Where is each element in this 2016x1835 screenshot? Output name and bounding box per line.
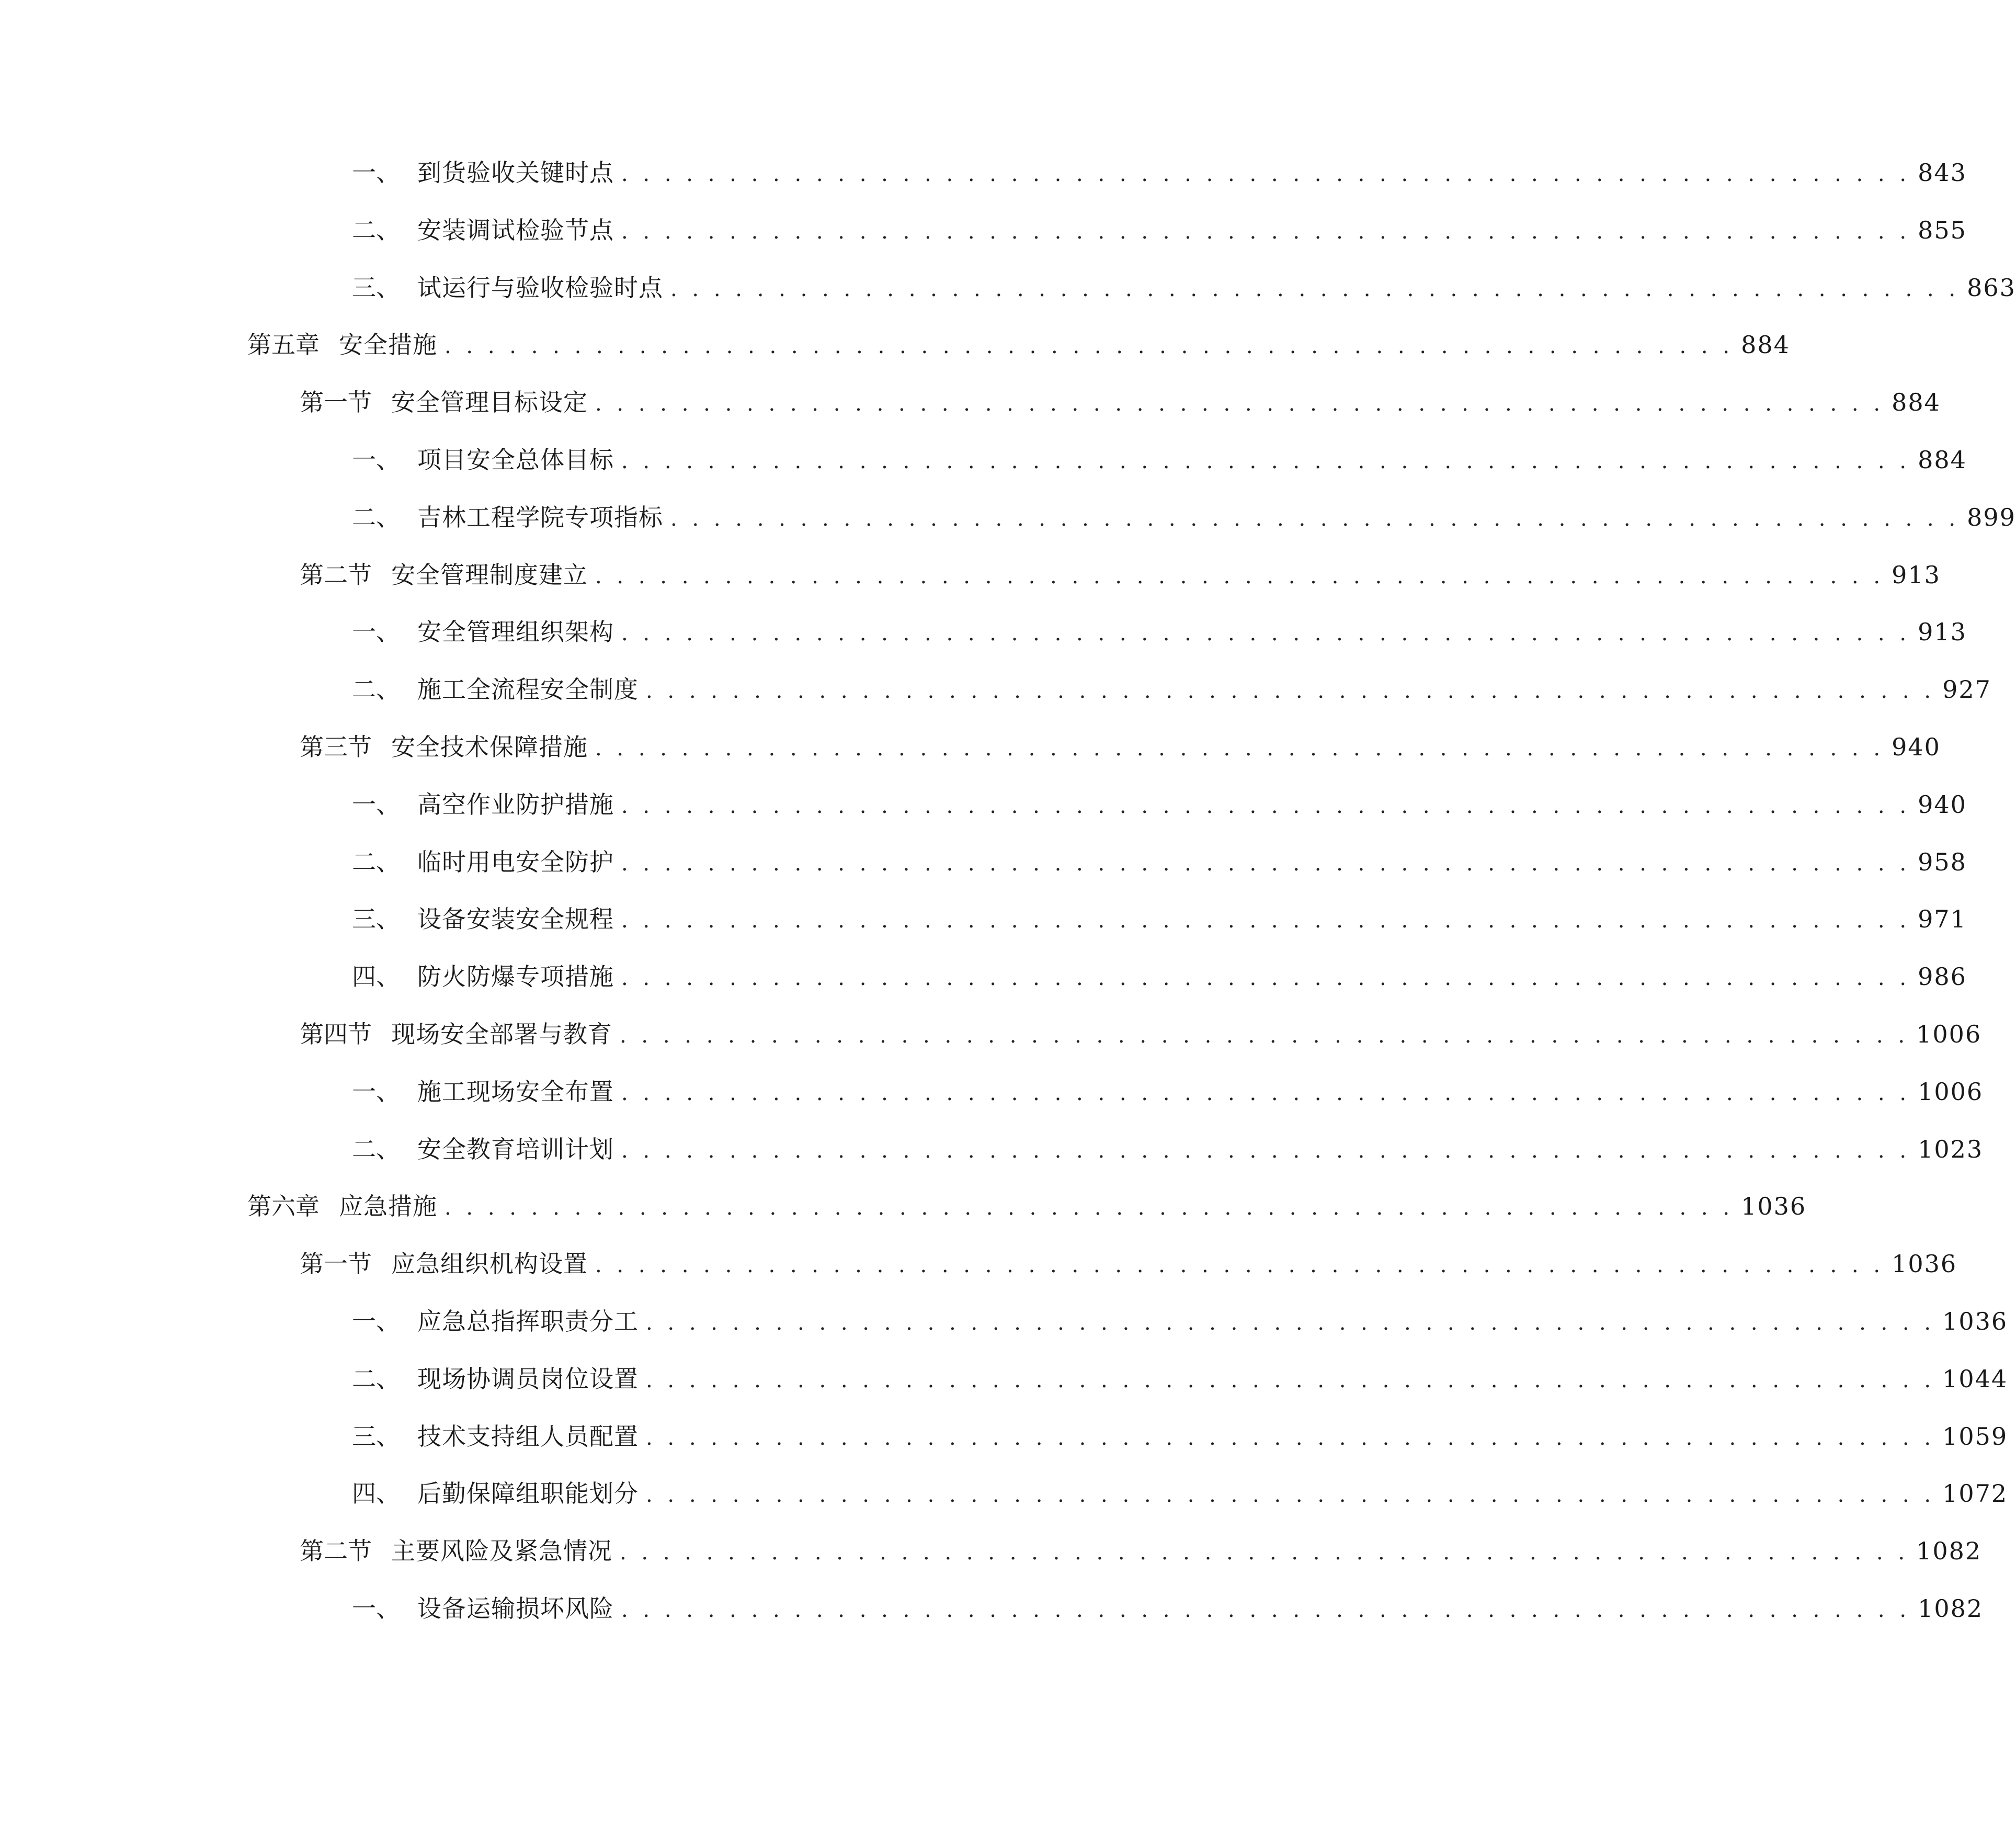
toc-dot-leader: . . . . . . . . . . . . . . . . . . . . . . . . . . . . . . . . . . . . . . . . . . . . . . . . . . . . . . . . . . . . — [621, 162, 1911, 186]
toc-entry-title: 防火防爆专项措施 — [417, 962, 614, 991]
toc-entry-number: 一、 — [352, 790, 400, 819]
toc-entry-number: 一、 — [352, 1307, 400, 1335]
toc-entry-title: 应急组织机构设置 — [391, 1250, 588, 1278]
toc-entry-page-number: 1036 — [1892, 1250, 1957, 1278]
toc-entry-title: 到货验收关键时点 — [417, 158, 614, 187]
toc-dot-leader: . . . . . . . . . . . . . . . . . . . . . . . . . . . . . . . . . . . . . . . . . . . . . . . . . . . . . . . . . . . . — [620, 1024, 1909, 1048]
toc-dot-leader: . . . . . . . . . . . . . . . . . . . . . . . . . . . . . . . . . . . . . . . . . . . . . . . . . . . . . . . . . . . . — [621, 1081, 1911, 1105]
toc-entry-page-number: 1072 — [1942, 1479, 2008, 1508]
toc-entry-number: 一、 — [352, 446, 400, 474]
toc-dot-leader: . . . . . . . . . . . . . . . . . . . . . . . . . . . . . . . . . . . . . . . . . . . . . . . . . . . . . . . . . . . . — [595, 1253, 1885, 1278]
toc-dot-leader: . . . . . . . . . . . . . . . . . . . . . . . . . . . . . . . . . . . . . . . . . . . . . . . . . . . . . . . . . . . . — [620, 1541, 1909, 1565]
toc-entry-title: 主要风险及紧急情况 — [391, 1537, 612, 1566]
toc-dot-leader: . . . . . . . . . . . . . . . . . . . . . . . . . . . . . . . . . . . . . . . . . . . . . . . . . . . . . . . . . . . . — [621, 909, 1911, 933]
toc-entry[interactable] — [352, 1128, 1984, 1170]
toc-dot-leader: . . . . . . . . . . . . . . . . . . . . . . . . . . . . . . . . . . . . . . . . . . . . . . . . . . . . . . . . . . . . — [646, 1311, 1935, 1335]
toc-entry-title: 安装调试检验节点 — [417, 216, 614, 244]
toc-entry-page-number: 1036 — [1741, 1192, 1807, 1221]
toc-entry[interactable] — [352, 784, 1967, 825]
toc-entry-title: 临时用电安全防护 — [417, 847, 614, 876]
toc-dot-leader: . . . . . . . . . . . . . . . . . . . . . . . . . . . . . . . . . . . . . . . . . . . . . . . . . . . . . . . . . . . . — [670, 506, 1960, 531]
toc-entry[interactable] — [352, 1071, 1984, 1113]
toc-entry-title: 试运行与验收检验时点 — [417, 273, 663, 302]
toc-entry-number: 一、 — [352, 618, 400, 647]
toc-entry-title: 设备安装安全规程 — [417, 905, 614, 934]
toc-entry-page-number: 1082 — [1918, 1594, 1984, 1623]
toc-entry[interactable] — [352, 209, 1967, 251]
toc-entry-page-number: 899 — [1967, 503, 2016, 531]
toc-entry-title: 高空作业防护措施 — [417, 790, 614, 819]
toc-entry[interactable] — [300, 1013, 1982, 1055]
toc-dot-leader: . . . . . . . . . . . . . . . . . . . . . . . . . . . . . . . . . . . . . . . . . . . . . . . . . . . . . . . . . . . . — [646, 1368, 1935, 1392]
toc-entry-title: 现场协调员岗位设置 — [417, 1364, 639, 1393]
toc-entry-page-number: 884 — [1892, 388, 1941, 417]
toc-entry-page-number: 958 — [1918, 847, 1967, 876]
toc-entry[interactable] — [352, 496, 2016, 538]
toc-entry-number: 第六章 — [247, 1192, 320, 1221]
toc-entry[interactable] — [352, 1472, 2008, 1514]
toc-entry-title: 应急总指挥职责分工 — [417, 1307, 639, 1335]
toc-entry-page-number: 1006 — [1918, 1077, 1984, 1106]
toc-entry-page-number: 1036 — [1942, 1307, 2008, 1335]
toc-entry-page-number: 855 — [1918, 216, 1967, 244]
toc-entry-title: 安全措施 — [339, 331, 437, 359]
toc-entry-title: 应急措施 — [339, 1192, 437, 1221]
toc-dot-leader: . . . . . . . . . . . . . . . . . . . . . . . . . . . . . . . . . . . . . . . . . . . . . . . . . . . . . . . . . . . . — [621, 449, 1911, 473]
toc-entry-title: 安全管理制度建立 — [391, 560, 588, 589]
toc-entry-number: 第二节 — [300, 560, 372, 589]
toc-entry[interactable] — [352, 1300, 2008, 1342]
toc-dot-leader: . . . . . . . . . . . . . . . . . . . . . . . . . . . . . . . . . . . . . . . . . . . . . . . . . . . . . . . . . . . . — [646, 1483, 1935, 1508]
toc-entry-page-number: 884 — [1741, 331, 1790, 359]
toc-entry[interactable] — [352, 439, 1967, 481]
toc-entry[interactable] — [352, 956, 1967, 998]
toc-entry[interactable] — [300, 1530, 1982, 1572]
toc-entry-title: 施工全流程安全制度 — [417, 675, 639, 704]
toc-entry-number: 四、 — [352, 962, 400, 991]
toc-entry-title: 安全管理目标设定 — [391, 388, 588, 417]
toc-entry[interactable] — [247, 1185, 1807, 1227]
toc-dot-leader: . . . . . . . . . . . . . . . . . . . . . . . . . . . . . . . . . . . . . . . . . . . . . . . . . . . . . . . . . . . . — [621, 794, 1911, 818]
toc-entry-number: 一、 — [352, 1594, 400, 1623]
toc-entry-number: 第二节 — [300, 1537, 372, 1566]
toc-entry-number: 二、 — [352, 1364, 400, 1393]
toc-dot-leader: . . . . . . . . . . . . . . . . . . . . . . . . . . . . . . . . . . . . . . . . . . . . . . . . . . . . . . . . . . . . — [621, 1598, 1911, 1622]
toc-entry-number: 一、 — [352, 158, 400, 187]
toc-entry-title: 技术支持组人员配置 — [417, 1422, 639, 1451]
toc-dot-leader: . . . . . . . . . . . . . . . . . . . . . . . . . . . . . . . . . . . . . . . . . . . . . . . . . . . . . . . . . . . . — [646, 679, 1935, 704]
toc-entry-title: 现场安全部署与教育 — [391, 1020, 612, 1048]
toc-entry-page-number: 1082 — [1916, 1537, 1982, 1566]
toc-entry-page-number: 913 — [1892, 560, 1941, 589]
toc-entry-number: 三、 — [352, 905, 400, 934]
toc-entry-page-number: 1006 — [1916, 1020, 1982, 1048]
toc-entry-page-number: 927 — [1942, 675, 1991, 704]
toc-entry[interactable] — [352, 841, 1967, 883]
toc-entry[interactable] — [352, 898, 1967, 940]
toc-dot-leader: . . . . . . . . . . . . . . . . . . . . . . . . . . . . . . . . . . . . . . . . . . . . . . . . . . . . . . . . . . . . — [621, 851, 1911, 876]
toc-entry-number: 第一节 — [300, 388, 372, 417]
toc-dot-leader: . . . . . . . . . . . . . . . . . . . . . . . . . . . . . . . . . . . . . . . . . . . . . . . . . . . . . . . . . . . . — [621, 621, 1911, 646]
toc-entry[interactable] — [352, 267, 2016, 309]
toc-entry-number: 二、 — [352, 503, 400, 531]
toc-entry-page-number: 1023 — [1918, 1135, 1984, 1163]
toc-dot-leader: . . . . . . . . . . . . . . . . . . . . . . . . . . . . . . . . . . . . . . . . . . . . . . . . . . . . . . . . . . . . — [621, 219, 1911, 244]
toc-entry-number: 二、 — [352, 1135, 400, 1163]
toc-entry-number: 第一节 — [300, 1250, 372, 1278]
toc-entry-number: 二、 — [352, 847, 400, 876]
toc-entry-page-number: 863 — [1967, 273, 2016, 302]
toc-entry[interactable] — [247, 324, 1790, 366]
toc-entry-title: 吉林工程学院专项指标 — [417, 503, 663, 531]
toc-dot-leader: . . . . . . . . . . . . . . . . . . . . . . . . . . . . . . . . . . . . . . . . . . . . . . . . . . . . . . . . . . . . — [670, 277, 1960, 301]
toc-entry-number: 三、 — [352, 273, 400, 302]
toc-entry-number: 二、 — [352, 675, 400, 704]
toc-entry[interactable] — [300, 381, 1941, 423]
toc-dot-leader: . . . . . . . . . . . . . . . . . . . . . . . . . . . . . . . . . . . . . . . . . . . . . . . . . . . . . . . . . . . . — [595, 392, 1885, 416]
toc-entry-title: 安全技术保障措施 — [391, 733, 588, 761]
toc-entry[interactable] — [352, 1588, 1984, 1629]
toc-entry-title: 施工现场安全布置 — [417, 1077, 614, 1106]
toc-entry-page-number: 971 — [1918, 905, 1967, 934]
toc-entry[interactable] — [352, 1358, 2008, 1400]
toc-entry-title: 安全教育培训计划 — [417, 1135, 614, 1163]
toc-entry[interactable] — [300, 726, 1941, 768]
toc-entry-number: 第五章 — [247, 331, 320, 359]
toc-entry[interactable] — [352, 611, 1967, 653]
toc-dot-leader: . . . . . . . . . . . . . . . . . . . . . . . . . . . . . . . . . . . . . . . . . . . . . . . . . . . . . . . . . . . . — [621, 1138, 1911, 1163]
toc-entry-page-number: 1059 — [1942, 1422, 2008, 1451]
toc-entry-title: 后勤保障组职能划分 — [417, 1479, 639, 1508]
toc-entry-page-number: 940 — [1892, 733, 1941, 761]
toc-dot-leader: . . . . . . . . . . . . . . . . . . . . . . . . . . . . . . . . . . . . . . . . . . . . . . . . . . . . . . . . . . . . — [445, 1196, 1734, 1220]
toc-entry-number: 第四节 — [300, 1020, 372, 1048]
toc-entry-page-number: 986 — [1918, 962, 1967, 991]
toc-dot-leader: . . . . . . . . . . . . . . . . . . . . . . . . . . . . . . . . . . . . . . . . . . . . . . . . . . . . . . . . . . . . — [621, 966, 1911, 991]
toc-entry-page-number: 884 — [1918, 446, 1967, 474]
toc-entry-number: 四、 — [352, 1479, 400, 1508]
toc-entry[interactable] — [352, 669, 1991, 710]
toc-entry-page-number: 940 — [1918, 790, 1967, 819]
toc-dot-leader: . . . . . . . . . . . . . . . . . . . . . . . . . . . . . . . . . . . . . . . . . . . . . . . . . . . . . . . . . . . . — [445, 334, 1734, 359]
toc-entry[interactable] — [300, 554, 1941, 596]
toc-entry[interactable] — [352, 1415, 2008, 1457]
toc-dot-leader: . . . . . . . . . . . . . . . . . . . . . . . . . . . . . . . . . . . . . . . . . . . . . . . . . . . . . . . . . . . . — [646, 1425, 1935, 1450]
toc-entry-number: 一、 — [352, 1077, 400, 1106]
toc-dot-leader: . . . . . . . . . . . . . . . . . . . . . . . . . . . . . . . . . . . . . . . . . . . . . . . . . . . . . . . . . . . . — [595, 564, 1885, 588]
toc-entry-title: 设备运输损坏风险 — [417, 1594, 614, 1623]
toc-entry-page-number: 913 — [1918, 618, 1967, 647]
toc-entry-number: 三、 — [352, 1422, 400, 1451]
toc-entry-number: 第三节 — [300, 733, 372, 761]
toc-entry[interactable] — [300, 1243, 1957, 1285]
toc-entry[interactable] — [352, 152, 1967, 194]
toc-entry-title: 安全管理组织架构 — [417, 618, 614, 647]
toc-entry-number: 二、 — [352, 216, 400, 244]
toc-entry-title: 项目安全总体目标 — [417, 446, 614, 474]
toc-dot-leader: . . . . . . . . . . . . . . . . . . . . . . . . . . . . . . . . . . . . . . . . . . . . . . . . . . . . . . . . . . . . — [595, 737, 1885, 761]
toc-entry-page-number: 843 — [1918, 158, 1967, 187]
toc-entry-page-number: 1044 — [1942, 1364, 2008, 1393]
